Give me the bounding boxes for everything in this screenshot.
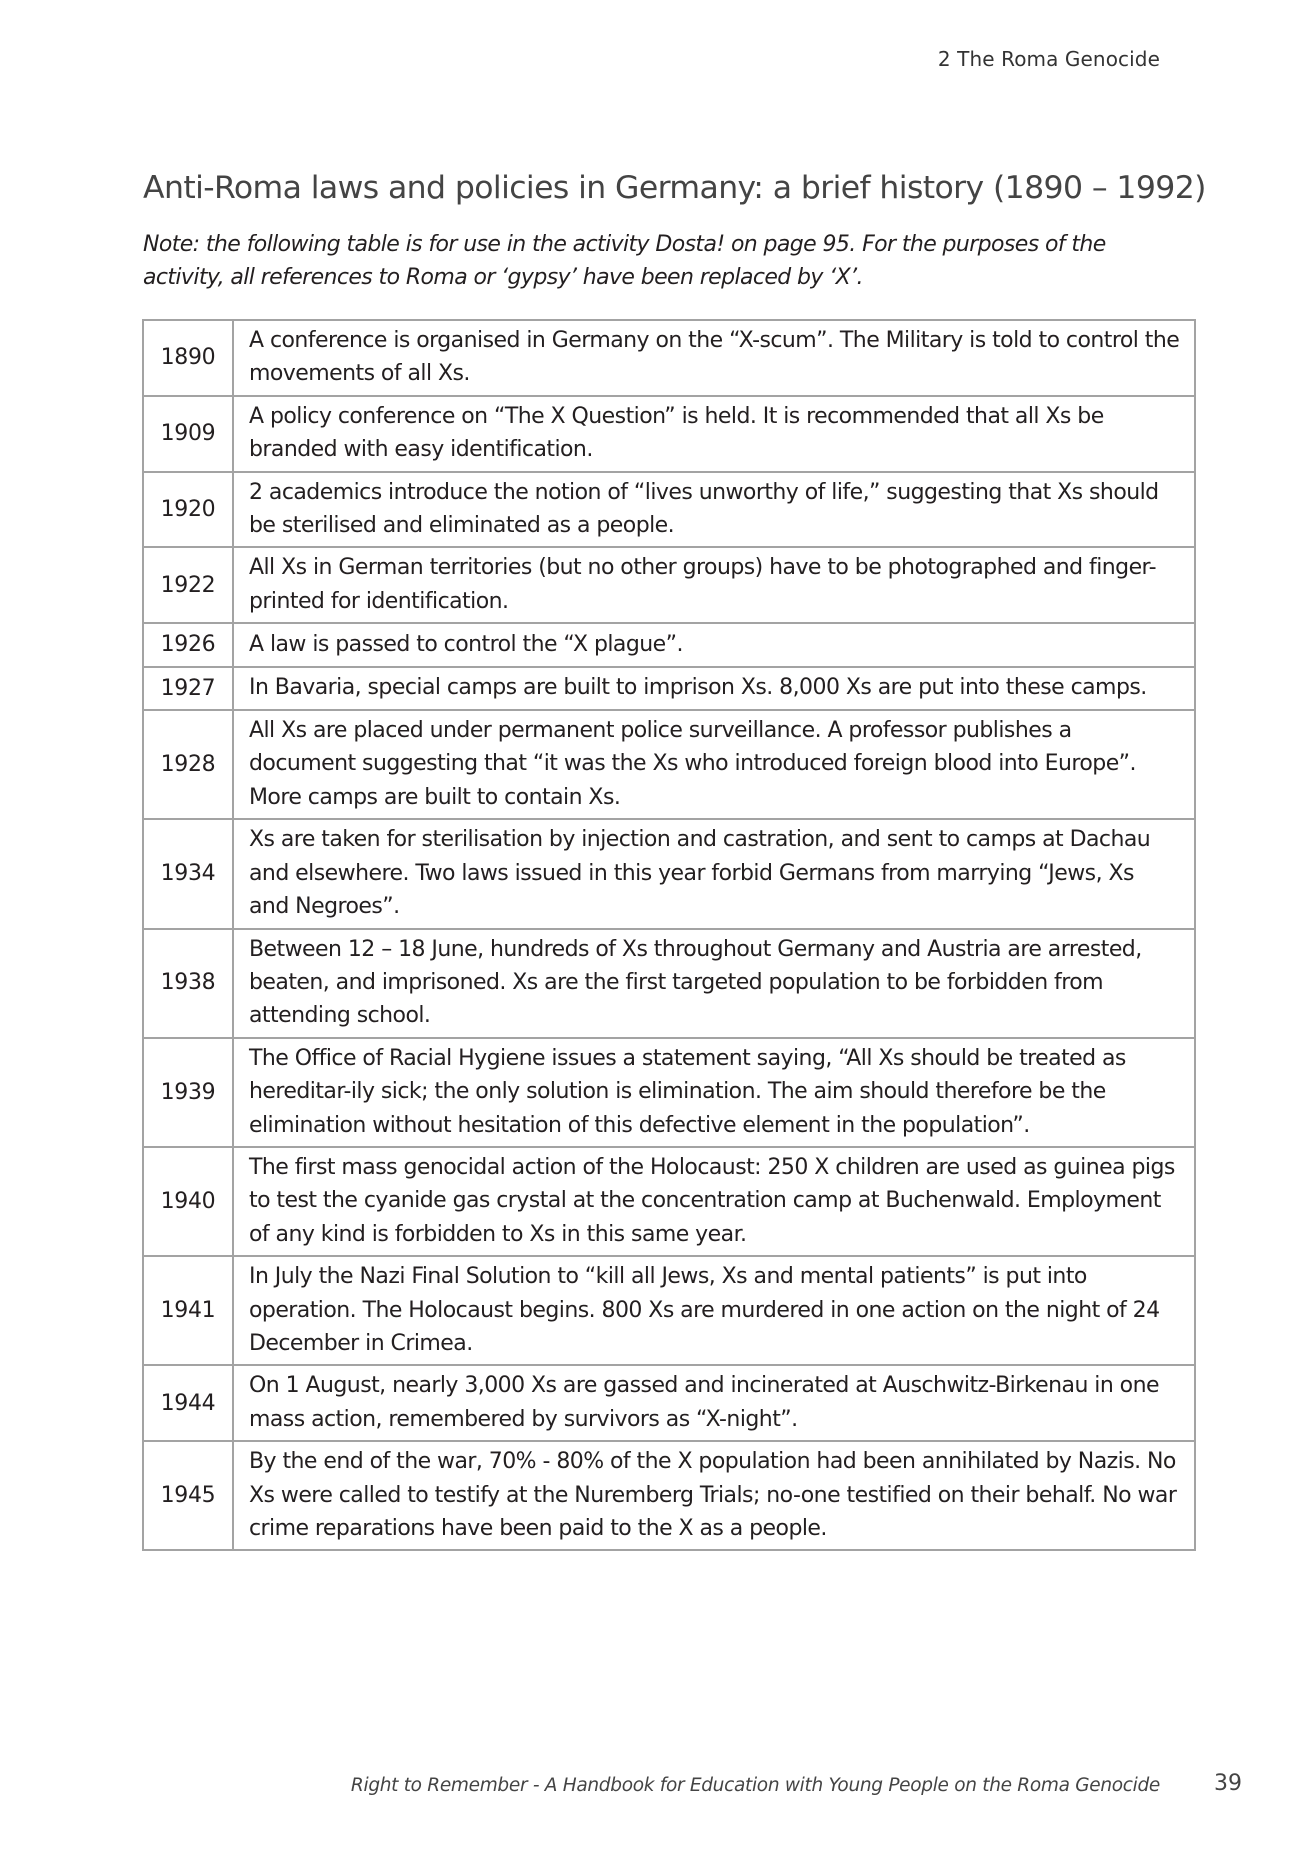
- table-row: [143, 710, 1195, 819]
- event-cell: All Xs in German territories (but no other groups) have to be photographed and finger-printed for identification.: [233, 547, 1195, 623]
- year-cell: 1944: [143, 1365, 233, 1441]
- year-cell: 1939: [143, 1038, 233, 1147]
- year-cell: 1909: [143, 396, 233, 472]
- table-row: [143, 1365, 1195, 1441]
- event-cell: A policy conference on “The X Question” is held. It is recommended that all Xs be branded with easy identification.: [233, 396, 1195, 472]
- event-cell: By the end of the war, 70% - 80% of the X population had been annihilated by Nazis. No Xs were called to testify at the Nuremberg Trials; no-one testified on their behalf. No war crime reparations have been paid to the X as a people.: [233, 1441, 1195, 1550]
- page-title: Anti-Roma laws and policies in Germany: a brief history (1890 – 1992): [143, 170, 1206, 206]
- event-cell: The first mass genocidal action of the Holocaust: 250 X children are used as guinea pigs to test the cyanide gas crystal at the concentration camp at Buchenwald. Employment of any kind is forbidden to Xs in this same year.: [233, 1147, 1195, 1256]
- year-cell: 1940: [143, 1147, 233, 1256]
- year-cell: 1928: [143, 710, 233, 819]
- event-cell: In Bavaria, special camps are built to imprison Xs. 8,000 Xs are put into these camps.: [233, 667, 1195, 710]
- year-cell: 1922: [143, 547, 233, 623]
- table-row: [143, 623, 1195, 666]
- event-cell: Xs are taken for sterilisation by injection and castration, and sent to camps at Dachau and elsewhere. Two laws issued in this year forbid Germans from marrying “Jews, Xs and Negroes”.: [233, 819, 1195, 928]
- table-row: [143, 1038, 1195, 1147]
- event-cell: The Office of Racial Hygiene issues a statement saying, “All Xs should be treated as hereditar-ily sick; the only solution is elimination. The aim should therefore be the elimination without hesitation of this defective element in the population”.: [233, 1038, 1195, 1147]
- table-row: [143, 320, 1195, 396]
- table-row: [143, 472, 1195, 548]
- event-cell: A law is passed to control the “X plague”.: [233, 623, 1195, 666]
- footer-book-title: Right to Remember - A Handbook for Education with Young People on the Roma Genocide: [350, 1775, 1160, 1796]
- year-cell: 1920: [143, 472, 233, 548]
- history-table: [142, 319, 1196, 1551]
- year-cell: 1941: [143, 1256, 233, 1365]
- table-row: [143, 819, 1195, 928]
- year-cell: 1945: [143, 1441, 233, 1550]
- page-number: 39: [1214, 1771, 1242, 1796]
- year-cell: 1934: [143, 819, 233, 928]
- table-row: [143, 1441, 1195, 1550]
- year-cell: 1890: [143, 320, 233, 396]
- event-cell: A conference is organised in Germany on the “X-scum”. The Military is told to control the movements of all Xs.: [233, 320, 1195, 396]
- table-row: [143, 929, 1195, 1038]
- event-cell: On 1 August, nearly 3,000 Xs are gassed and incinerated at Auschwitz-Birkenau in one mass action, remembered by survivors as “X-night”.: [233, 1365, 1195, 1441]
- running-header: 2 The Roma Genocide: [937, 47, 1160, 71]
- table-row: [143, 396, 1195, 472]
- event-cell: 2 academics introduce the notion of “lives unworthy of life,” suggesting that Xs should be sterilised and eliminated as a people.: [233, 472, 1195, 548]
- year-cell: 1938: [143, 929, 233, 1038]
- event-cell: Between 12 – 18 June, hundreds of Xs throughout Germany and Austria are arrested, beaten, and imprisoned. Xs are the first targeted population to be forbidden from attending school.: [233, 929, 1195, 1038]
- table-row: [143, 547, 1195, 623]
- event-cell: All Xs are placed under permanent police surveillance. A professor publishes a document suggesting that “it was the Xs who introduced foreign blood into Europe”. More camps are built to contain Xs.: [233, 710, 1195, 819]
- year-cell: 1927: [143, 667, 233, 710]
- table-row: [143, 1147, 1195, 1256]
- event-cell: In July the Nazi Final Solution to “kill all Jews, Xs and mental patients” is put into operation. The Holocaust begins. 800 Xs are murdered in one action on the night of 24 December in Crimea.: [233, 1256, 1195, 1365]
- year-cell: 1926: [143, 623, 233, 666]
- table-row: [143, 1256, 1195, 1365]
- table-note: Note: the following table is for use in the activity Dosta! on page 95. For the purposes of the activity, all references to Roma or ‘gypsy’ have been replaced by ‘X’.: [143, 232, 1106, 290]
- table-row: [143, 667, 1195, 710]
